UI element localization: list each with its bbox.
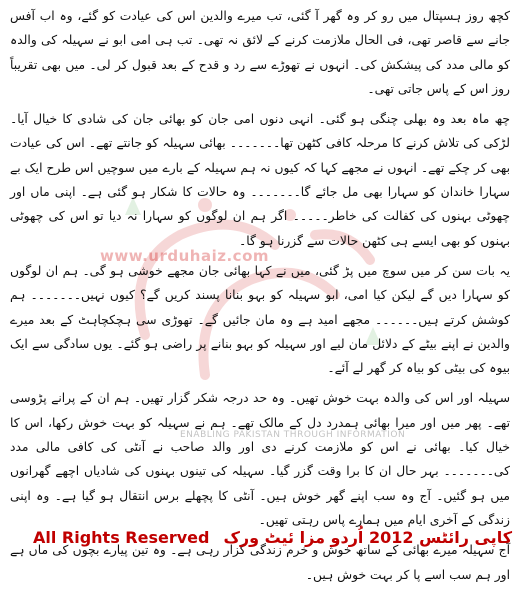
paragraph: یہ بات سن کر میں سوچ میں پڑ گئی، میں نے کہا بھائی جان مجھے خوشی ہو گی۔ ہم ان لوگوں کو سہارا دیں گے لیکن کیا امی، ابو سہیلہ کو بہو بنانا پسند کریں گے؟ کیوں نہیں۔۔۔۔۔۔۔ ہم کوشش کرتے ہیں۔۔۔۔۔۔ مجھے امید ہے وہ مان جائیں گے۔ تھوڑی سی ہچکچاہٹ کے بعد میرے والدین نے اپنے بیٹے کے دلائل مان لیے اور سہیلہ کو بہو بنانے پر راضی ہو گئے۔ یوں سادگی سے ایک بیوہ کی بیٹی کو بیاہ کر گھر لے آئے۔ [10, 263, 510, 376]
watermark-subtext: ENABLING PAKISTAN THROUGH INFORMATION [180, 430, 406, 440]
copyright-urdu-text: کاپی رائٹس 2012 اُردو مزا ئیٹ ورک [223, 527, 512, 547]
copyright-footer [10, 524, 512, 550]
watermark-site-text: www.urduhaiz.com [100, 247, 270, 265]
article-body [10, 4, 510, 593]
all-rights-reserved-text: All Rights Reserved [32, 527, 210, 547]
paragraph: آج سہیلہ میرے بھائی کے ساتھ خوش و خرم زندگی گزار رہی ہے۔ وہ تین پیارے بچوں کی ماں ہے اور ہم سب اسے پا کر بہت خوش ہیں۔ [10, 543, 510, 582]
paragraph: کچھ روز ہسپتال میں رو کر وہ گھر آ گئی، تب میرے والدین اس کی عیادت کو گئے، وہ اب آفس جانے سے قاصر تھی، فی الحال ملازمت کرنے کے لائق نہ تھی۔ تب ہی امی ابو نے سہیلہ کی والدہ کو مالی مدد کی پیشکش کی۔ انہوں نے تھوڑے سے رد و قدح کے بعد قبول کر لی۔ میں بھی تقریباً روز اس کے پاس جاتی تھی۔ [10, 9, 510, 96]
paragraph: چھ ماہ بعد وہ بھلی چنگی ہو گئی۔ انہی دنوں امی جان کو بھائی جان کی شادی کا خیال آیا۔ لڑکی کی تلاش کرنے کا مرحلہ کافی کٹھن تھا۔۔۔۔۔۔۔ بھائی سہیلہ کو جانتے تھے۔ اس کی عیادت بھی کر چکے تھے۔ انہوں نے مجھے کہا کہ کیوں نہ ہم سہیلہ کے بارے میں سوچیں اس طرح ایک بے سہارا خاندان کو سہارا بھی مل جائے گا۔۔۔۔۔۔۔ وہ حالات کا شکار ہو گئی ہے۔ اپنی ماں اور چھوٹی بہنوں کی کفالت کی خاطر۔۔۔۔۔ اگر ہم ان لوگوں کو سہارا نہ دیا تو اس کی چھوٹی بہنوں کو بھی ایسے ہی کٹھن حالات سے گزرنا ہو گا۔ [10, 112, 510, 248]
paragraph: سہیلہ اور اس کی والدہ بہت خوش تھیں۔ وہ حد درجہ شکر گزار تھیں۔ ہم ان کے پرانے پڑوسی تھے۔ پھر میں اور میرا بھائی ہمدرد دل کے مالک تھے۔ ہم نے سہیلہ کو بہت خوش رکھا، اس کا خیال کیا۔ بھائی نے اس کو ملازمت کرنے دی اور والد صاحب نے آنٹی کی کافی مالی مدد کی۔۔۔۔۔۔۔ بہر حال ان کا برا وقت گزر گیا۔ سہیلہ کی تینوں بہنوں کی شادیاں اچھے گھرانوں میں ہو گئیں۔ آج وہ سب اپنے گھر خوش ہیں۔ آنٹی کا پچھلے برس انتقال ہو گیا ہے۔ وہ اپنی زندگی کے آخری ایام میں ہمارے پاس رہتی تھیں۔ [10, 391, 510, 527]
